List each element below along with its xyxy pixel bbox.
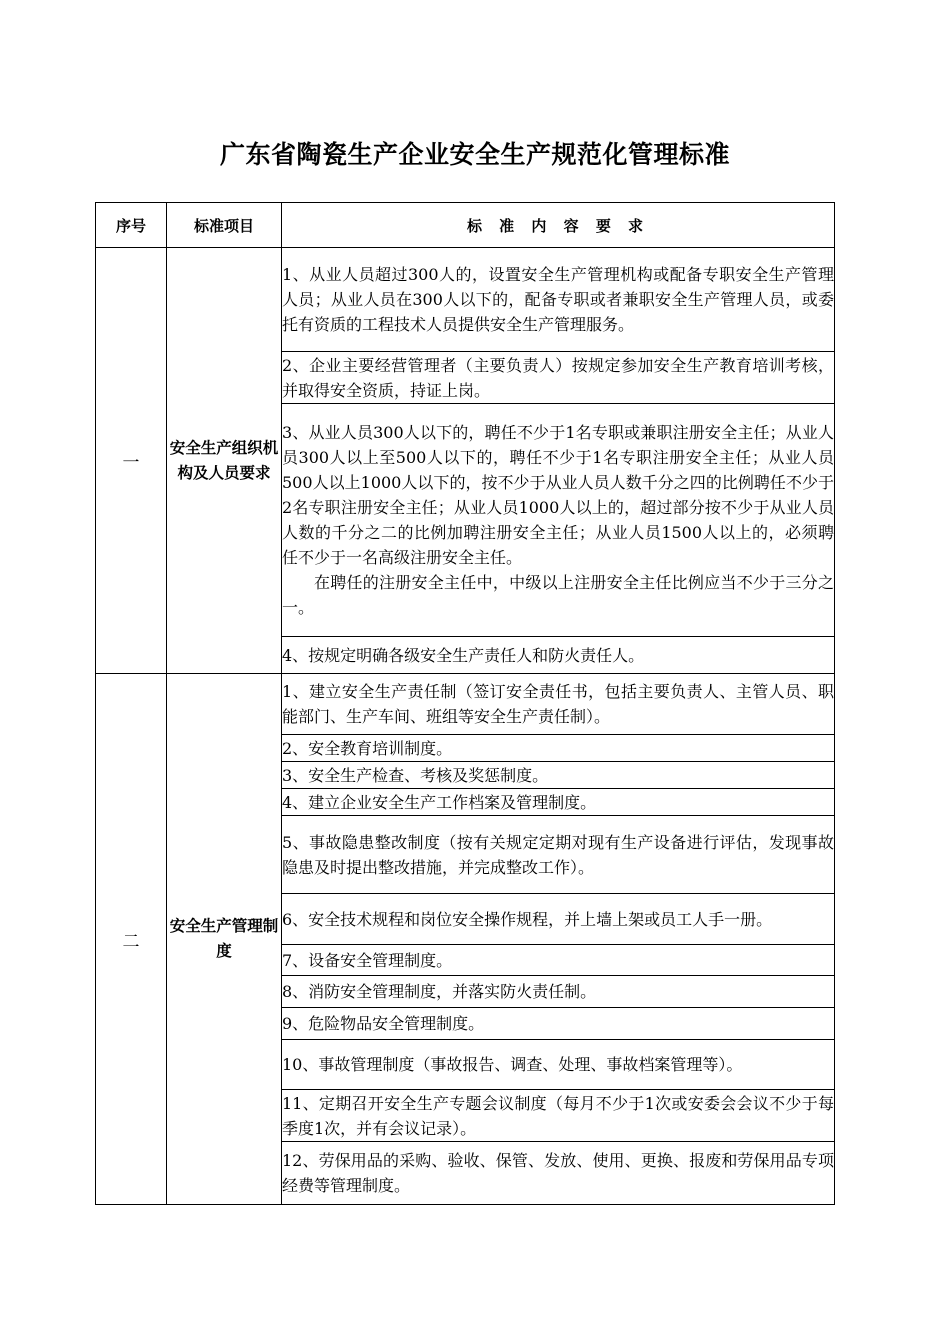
section-number: 一: [96, 248, 167, 674]
requirement-cell: 1、从业人员超过300人的，设置安全生产管理机构或配备专职安全生产管理人员；从业人员在300人以下的，配备专职或者兼职安全生产管理人员，或委托有资质的工程技术人员提供安全生产管理服务。: [282, 248, 835, 352]
header-standard-item: 标准项目: [167, 203, 282, 248]
requirement-cell: 3、从业人员300人以下的，聘任不少于1名专职或兼职注册安全主任；从业人员300人以上至500人以下的，聘任不少于1名专职注册安全主任；从业人员500人以上1000人以下的，按不少于从业人员人数千分之四的比例聘任不少于2名专职注册安全主任；从业人员1000人以上的，超过部分按不少于从业人员人数的千分之二的比例加聘注册安全主任；从业人员1500人以上的，必须聘任不少于一名高级注册安全主任。 在聘任的注册安全主任中，中级以上注册安全主任比例应当不少于三分之一。: [282, 404, 835, 637]
requirement-note: 在聘任的注册安全主任中，中级以上注册安全主任比例应当不少于三分之一。: [282, 573, 834, 617]
requirement-cell: 3、安全生产检查、考核及奖惩制度。: [282, 762, 835, 789]
table-header-row: [96, 203, 835, 248]
requirement-cell: 8、消防安全管理制度，并落实防火责任制。: [282, 976, 835, 1008]
section-item: 安全生产管理制度: [167, 674, 282, 1205]
section-item: 安全生产组织机构及人员要求: [167, 248, 282, 674]
requirement-cell: 9、危险物品安全管理制度。: [282, 1008, 835, 1040]
section-number: 二: [96, 674, 167, 1205]
header-content-requirements: 标 准 内 容 要 求: [282, 203, 835, 248]
requirement-cell: 2、企业主要经营管理者（主要负责人）按规定参加安全生产教育培训考核，并取得安全资质，持证上岗。: [282, 352, 835, 404]
requirement-cell: 11、定期召开安全生产专题会议制度（每月不少于1次或安委会会议不少于每季度1次，并有会议记录）。: [282, 1090, 835, 1142]
requirement-cell: 2、安全教育培训制度。: [282, 735, 835, 762]
requirement-cell: 1、建立安全生产责任制（签订安全责任书，包括主要负责人、主管人员、职能部门、生产车间、班组等安全生产责任制）。: [282, 674, 835, 735]
table-row: [96, 248, 835, 352]
header-serial-number: 序号: [96, 203, 167, 248]
table-body: [96, 248, 835, 1205]
requirement-cell: 10、事故管理制度（事故报告、调查、处理、事故档案管理等）。: [282, 1040, 835, 1090]
table-row: [96, 674, 835, 735]
requirement-cell: 12、劳保用品的采购、验收、保管、发放、使用、更换、报废和劳保用品专项经费等管理制度。: [282, 1142, 835, 1205]
requirement-cell: 7、设备安全管理制度。: [282, 945, 835, 976]
requirement-cell: 6、安全技术规程和岗位安全操作规程，并上墙上架或员工人手一册。: [282, 894, 835, 945]
requirement-cell: 4、按规定明确各级安全生产责任人和防火责任人。: [282, 637, 835, 674]
page-title: 广东省陶瓷生产企业安全生产规范化管理标准: [219, 140, 730, 169]
requirement-cell: 5、事故隐患整改制度（按有关规定定期对现有生产设备进行评估，发现事故隐患及时提出整改措施，并完成整改工作）。: [282, 816, 835, 894]
standards-table: [95, 202, 835, 1205]
requirement-cell: 4、建立企业安全生产工作档案及管理制度。: [282, 789, 835, 816]
